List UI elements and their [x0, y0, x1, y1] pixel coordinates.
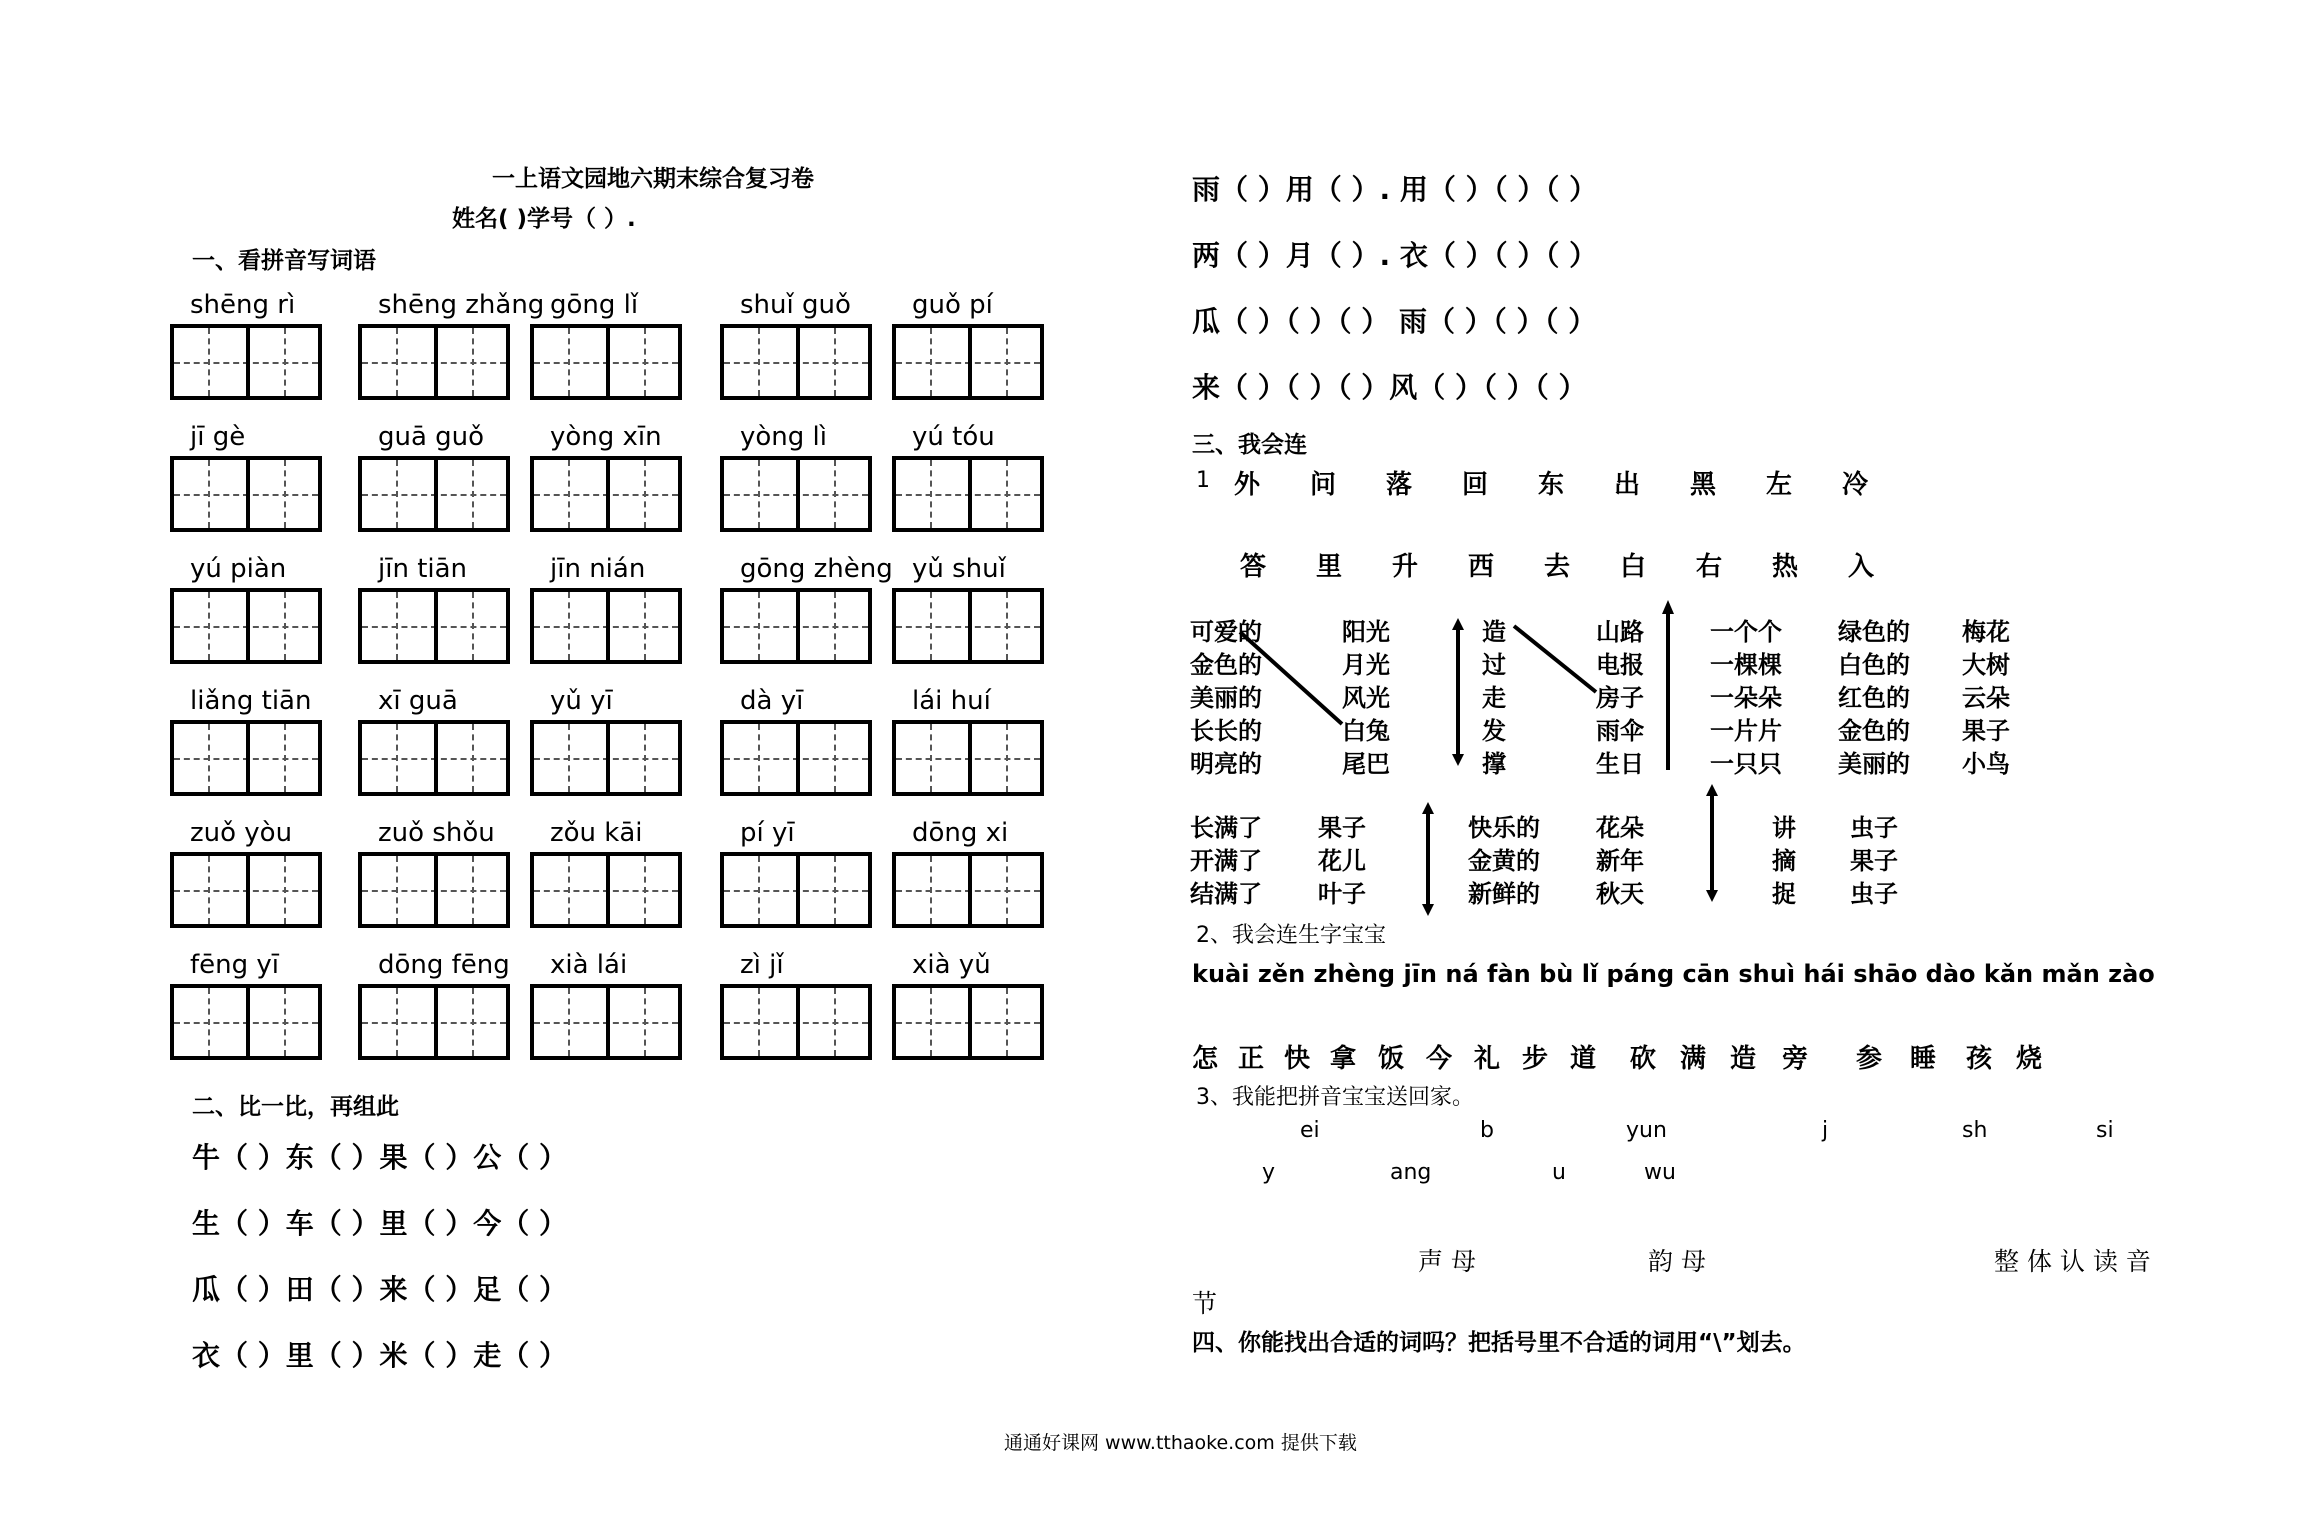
connect-char: 右	[1696, 552, 1723, 582]
sound-item: j	[1822, 1118, 1829, 1143]
match-word: 云朵	[1962, 684, 2010, 712]
match-word: 尾巴	[1342, 750, 1390, 778]
link-char: 参	[1856, 1044, 1883, 1074]
match-word: 长长的	[1190, 717, 1262, 745]
match-word: 一棵棵	[1710, 651, 1782, 679]
match-word: 金黄的	[1468, 847, 1540, 875]
connect-char: 外	[1234, 470, 1261, 500]
sound-item: u	[1552, 1160, 1566, 1185]
pinyin-label: yú piàn	[190, 554, 287, 584]
pinyin-label: lái huí	[912, 686, 991, 716]
connect-char: 白	[1620, 552, 1647, 582]
match-word: 山路	[1596, 618, 1644, 646]
sound-item: yun	[1626, 1118, 1667, 1143]
pinyin-label: shēng rì	[190, 290, 296, 320]
match-word: 一个个	[1710, 618, 1782, 646]
connect-char: 升	[1392, 552, 1419, 582]
match-word: 一只只	[1710, 750, 1782, 778]
section-1-heading: 一、看拼音写词语	[192, 248, 376, 274]
connect-char: 左	[1766, 470, 1793, 500]
match-word: 走	[1482, 684, 1506, 712]
match-word: 摘	[1772, 847, 1796, 875]
arrow-head	[1422, 904, 1434, 916]
match-word: 果子	[1318, 814, 1366, 842]
category-finals: 韵 母	[1648, 1247, 1706, 1276]
match-word: 开满了	[1190, 847, 1262, 875]
match-word: 新年	[1596, 847, 1644, 875]
link-char: 孩	[1966, 1044, 1993, 1074]
match-word: 美丽的	[1190, 684, 1262, 712]
page-title: 一上语文园地六期末综合复习卷	[492, 166, 814, 192]
match-word: 生日	[1596, 750, 1644, 778]
match-word: 一片片	[1710, 717, 1782, 745]
connect-char: 回	[1462, 470, 1489, 500]
pinyin-label: zì jǐ	[740, 950, 784, 980]
section-3-heading: 三、我会连	[1192, 432, 1307, 458]
section-3-3-heading: 3、我能把拼音宝宝送回家。	[1196, 1085, 1474, 1110]
arrow-head	[1452, 754, 1464, 766]
link-char: 步	[1522, 1044, 1549, 1074]
sound-item: ang	[1390, 1160, 1432, 1185]
link-char: 怎	[1192, 1044, 1219, 1074]
arrow-head	[1706, 890, 1718, 902]
word-group-row: 瓜（ ）（ ）（ ） 雨（ ）（ ）（ ）	[1192, 305, 1597, 338]
pinyin-label: jīn nián	[550, 554, 646, 584]
pinyin-label: dōng xi	[912, 818, 1009, 848]
arrow-head	[1422, 802, 1434, 814]
match-word: 白兔	[1342, 717, 1390, 745]
connect-char: 答	[1240, 552, 1267, 582]
pinyin-label: yòng xīn	[550, 422, 662, 452]
match-word: 月光	[1342, 651, 1390, 679]
pinyin-label: jī gè	[190, 422, 246, 452]
pinyin-label: liǎng tiān	[190, 686, 312, 716]
match-word: 一朵朵	[1710, 684, 1782, 712]
pinyin-label: pí yī	[740, 818, 795, 848]
pinyin-label: xià yǔ	[912, 950, 991, 980]
link-char: 砍	[1630, 1044, 1657, 1074]
match-word: 白色的	[1838, 651, 1910, 679]
connect-char: 黑	[1690, 470, 1717, 500]
match-word: 红色的	[1838, 684, 1910, 712]
pinyin-label: yǔ shuǐ	[912, 554, 1006, 584]
sound-item: si	[2096, 1118, 2114, 1143]
match-word: 结满了	[1190, 880, 1262, 908]
match-word: 虫子	[1850, 880, 1898, 908]
match-word: 金色的	[1190, 651, 1262, 679]
link-char: 饭	[1378, 1044, 1405, 1074]
link-char: 旁	[1782, 1044, 1809, 1074]
connect-number: 1	[1196, 468, 1210, 493]
pinyin-label: yǔ yī	[550, 686, 613, 716]
sound-item: ei	[1300, 1118, 1320, 1143]
compare-row: 牛（ ）东（ ）果（ ）公（ ）	[192, 1141, 567, 1174]
compare-row: 瓜（ ）田（ ）来（ ）足（ ）	[192, 1273, 567, 1306]
match-word: 快乐的	[1468, 814, 1540, 842]
pinyin-label: shuǐ guǒ	[740, 290, 851, 320]
pinyin-label: fēng yī	[190, 950, 280, 980]
arrow-head	[1452, 618, 1464, 630]
match-word: 梅花	[1962, 618, 2010, 646]
match-word: 长满了	[1190, 814, 1262, 842]
connect-char: 热	[1772, 552, 1799, 582]
match-word: 风光	[1342, 684, 1390, 712]
match-line	[1514, 626, 1596, 692]
link-pinyin-row: kuài zěn zhèng jīn ná fàn bù lǐ páng cān shuì hái shāo dào kǎn mǎn zào	[1192, 960, 2155, 988]
pinyin-label: zǒu kāi	[550, 818, 643, 848]
connect-char: 西	[1468, 552, 1495, 582]
match-word: 新鲜的	[1468, 880, 1540, 908]
match-word: 果子	[1962, 717, 2010, 745]
match-word: 房子	[1596, 684, 1644, 712]
pinyin-label: yòng lì	[740, 422, 827, 452]
connect-char: 落	[1386, 470, 1413, 500]
word-group-row: 两（ ）月（ ）. 衣（ ）（ ）（ ）	[1192, 239, 1598, 272]
category-wrap: 节	[1192, 1289, 1218, 1318]
match-line	[1240, 632, 1342, 724]
match-word: 造	[1482, 618, 1506, 646]
match-word: 捉	[1772, 880, 1796, 908]
sound-item: b	[1480, 1118, 1494, 1143]
connect-char: 冷	[1842, 470, 1869, 500]
sound-item: wu	[1644, 1160, 1676, 1185]
match-word: 过	[1482, 651, 1506, 679]
match-word: 电报	[1596, 651, 1644, 679]
match-word: 明亮的	[1190, 750, 1262, 778]
match-word: 金色的	[1838, 717, 1910, 745]
link-char: 拿	[1330, 1044, 1357, 1074]
section-4-heading: 四、你能找出合适的词吗？把括号里不合适的词用“\”划去。	[1192, 1330, 1806, 1356]
pinyin-label: guā guǒ	[378, 422, 485, 452]
link-char: 快	[1284, 1044, 1311, 1074]
match-word: 美丽的	[1838, 750, 1910, 778]
connect-char: 东	[1538, 470, 1565, 500]
pinyin-label: gōng zhèng	[740, 554, 893, 584]
word-group-row: 来（ ）（ ）（ ）风（ ）（ ）（ ）	[1192, 371, 1587, 404]
arrow-head	[1662, 600, 1674, 614]
link-char: 道	[1570, 1044, 1597, 1074]
match-word: 果子	[1850, 847, 1898, 875]
pinyin-label: gōng lǐ	[550, 290, 639, 320]
link-char: 今	[1426, 1044, 1453, 1074]
section-2-heading: 二、比一比，再组此	[192, 1094, 399, 1120]
connect-char: 出	[1614, 470, 1641, 500]
match-word: 秋天	[1596, 880, 1644, 908]
match-word: 虫子	[1850, 814, 1898, 842]
connect-char: 里	[1316, 552, 1343, 582]
category-initials: 声 母	[1418, 1247, 1476, 1276]
section-3-2-heading: 2、我会连生字宝宝	[1196, 923, 1386, 948]
match-word: 可爱的	[1190, 618, 1262, 646]
match-word: 雨伞	[1596, 717, 1644, 745]
pinyin-label: dōng fēng	[378, 950, 510, 980]
pinyin-label: xī guā	[378, 686, 458, 716]
word-group-row: 雨（ ）用（ ）. 用（ ）（ ）（ ）	[1192, 173, 1598, 206]
match-word: 绿色的	[1838, 618, 1910, 646]
match-word: 花朵	[1596, 814, 1644, 842]
pinyin-label: jīn tiān	[378, 554, 468, 584]
sound-item: y	[1262, 1160, 1276, 1185]
compare-row: 生（ ）车（ ）里（ ）今（ ）	[192, 1207, 567, 1240]
link-char: 造	[1730, 1044, 1757, 1074]
category-whole-syllables: 整 体 认 读 音	[1994, 1247, 2151, 1276]
pinyin-label: guǒ pí	[912, 290, 993, 320]
match-word: 大树	[1962, 651, 2010, 679]
connect-char: 问	[1310, 470, 1337, 500]
match-word: 小鸟	[1962, 750, 2010, 778]
pinyin-label: shēng zhǎng	[378, 290, 545, 320]
link-char: 礼	[1474, 1044, 1501, 1074]
link-char: 满	[1680, 1044, 1707, 1074]
pinyin-label: xià lái	[550, 950, 628, 980]
pinyin-label: dà yī	[740, 686, 804, 716]
pinyin-label: zuǒ shǒu	[378, 818, 495, 848]
match-word: 讲	[1772, 814, 1796, 842]
footer-credit: 通通好课网 www.tthaoke.com 提供下载	[1004, 1432, 1357, 1454]
match-word: 发	[1482, 717, 1506, 745]
match-word: 阳光	[1342, 618, 1390, 646]
match-word: 花儿	[1318, 847, 1366, 875]
name-line: 姓名( )学号（ ）.	[452, 206, 636, 232]
pinyin-label: yú tóu	[912, 422, 995, 452]
link-char: 烧	[2016, 1044, 2043, 1074]
link-char: 睡	[1910, 1044, 1937, 1074]
arrow-head	[1706, 784, 1718, 796]
link-char: 正	[1238, 1044, 1265, 1074]
match-word: 叶子	[1318, 880, 1366, 908]
connect-char: 入	[1848, 552, 1875, 582]
match-word: 撑	[1482, 750, 1506, 778]
pinyin-label: zuǒ yòu	[190, 818, 293, 848]
connect-char: 去	[1544, 552, 1571, 582]
compare-row: 衣（ ）里（ ）米（ ）走（ ）	[192, 1339, 567, 1372]
sound-item: sh	[1962, 1118, 1988, 1143]
